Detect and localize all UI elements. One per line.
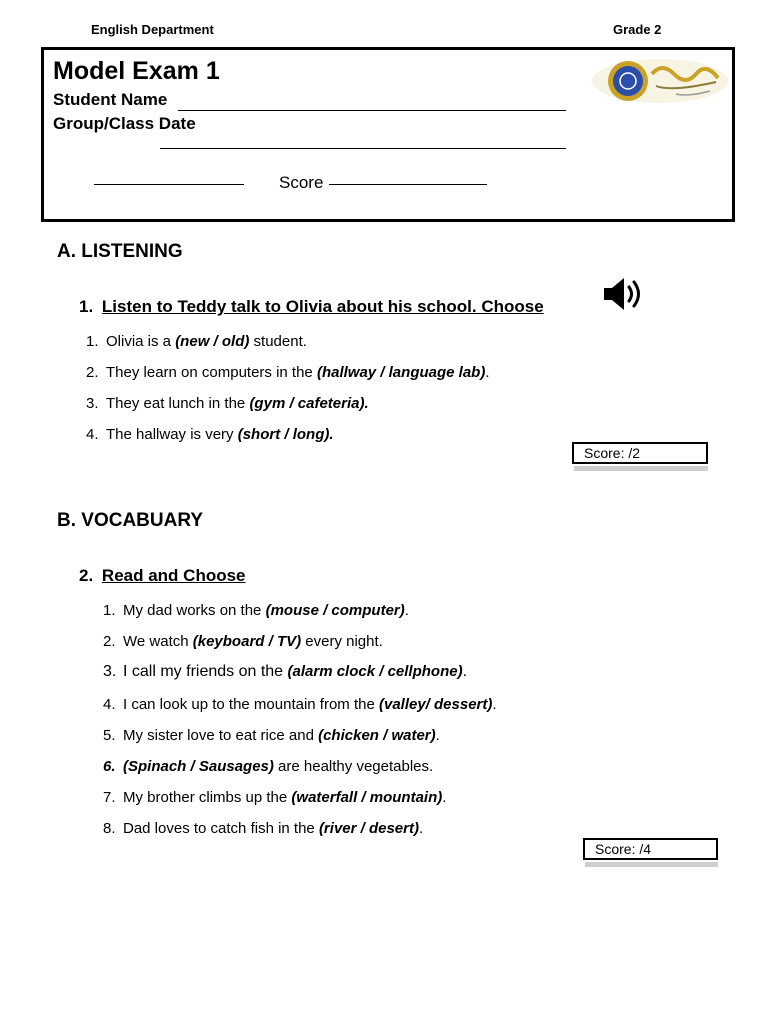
list-item: 5. My sister love to eat rice and (chicken / water). — [103, 727, 440, 744]
vocabulary-score-box[interactable]: Score: /4 — [583, 838, 718, 860]
section-a-title: A. LISTENING — [57, 241, 183, 262]
list-item: 6. (Spinach / Sausages) are healthy vegetables. — [103, 758, 434, 775]
question-text: Read and Choose — [101, 566, 246, 585]
exam-title: Model Exam 1 — [53, 57, 220, 85]
list-item: 7. My brother climbs up the (waterfall / mountain). — [103, 789, 447, 806]
grade-label: Grade 2 — [613, 22, 662, 37]
vocabulary-question-heading — [79, 566, 246, 586]
listening-score-box[interactable]: Score: /2 — [572, 442, 708, 464]
list-item: 3. I call my friends on the (alarm clock / cellphone). — [103, 663, 468, 680]
score-box-shadow — [585, 862, 718, 867]
school-logo — [590, 56, 730, 106]
student-name-line[interactable] — [178, 110, 566, 111]
list-item: 2. We watch (keyboard / TV) every night. — [103, 633, 383, 650]
question-number: 2. — [79, 566, 94, 585]
list-item: 1. Olivia is a (new / old) student. — [86, 333, 307, 350]
speaker-icon[interactable] — [602, 276, 646, 312]
student-name-label: Student Name — [53, 90, 168, 109]
department-label: English Department — [91, 22, 214, 37]
group-date-label: Group/Class Date — [53, 114, 196, 133]
list-item: 8. Dad loves to catch fish in the (river / desert). — [103, 820, 424, 837]
blank-line[interactable] — [94, 184, 244, 185]
date-line[interactable] — [160, 148, 566, 149]
list-item: 4. I can look up to the mountain from the (valley/ dessert). — [103, 696, 497, 713]
section-b-title: B. VOCABUARY — [57, 510, 204, 531]
listening-question-heading — [79, 297, 544, 317]
question-number: 1. — [79, 297, 94, 316]
list-item: 1. My dad works on the (mouse / computer). — [103, 602, 409, 619]
list-item: 2. They learn on computers in the (hallway / language lab). — [86, 364, 490, 381]
list-item: 4. The hallway is very (short / long). — [86, 426, 334, 443]
question-text: Listen to Teddy talk to Olivia about his school. Choose — [101, 297, 544, 316]
score-label: Score — [279, 173, 324, 192]
score-box-shadow — [574, 466, 708, 471]
score-line[interactable] — [329, 184, 487, 185]
list-item: 3. They eat lunch in the (gym / cafeteria). — [86, 395, 369, 412]
